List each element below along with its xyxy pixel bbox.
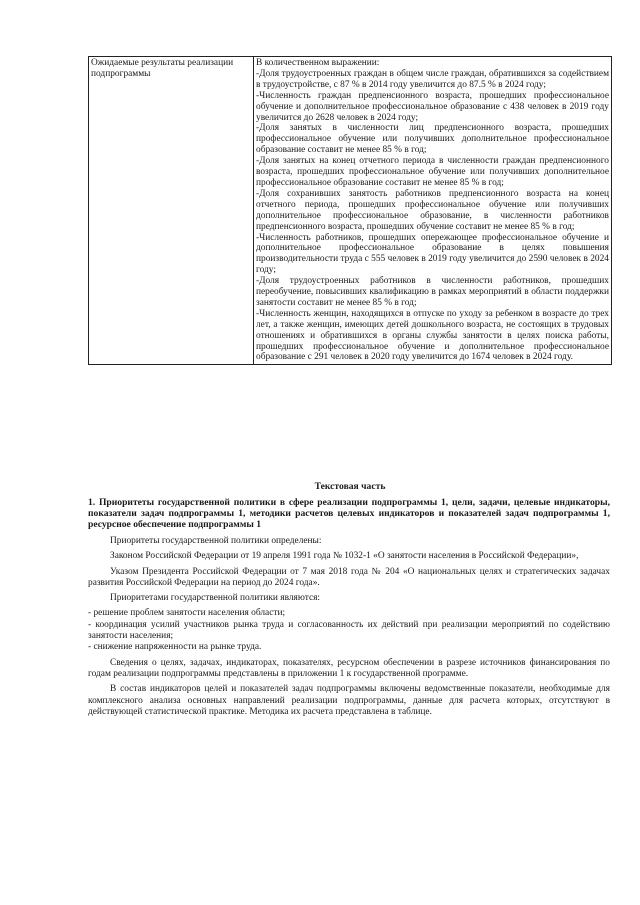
list-item: -Доля занятых в численности лиц предпенсионного возраста, прошедших профессиональное обучение или получивших дополнительное профессиональное образование составит не менее 85 % в год; bbox=[256, 123, 609, 156]
body-text bbox=[88, 536, 610, 722]
bullet-item: - снижение напряженности на рынке труда. bbox=[88, 642, 262, 653]
list-item: -Численность женщин, находящихся в отпуске по уходу за ребенком в возрасте до трех лет, а также женщин, имеющих детей дошкольного возраста, не состоящих в трудовых отношениях и обратившихся в органы службы занятости в целях поиска работы, прошедших профессиональное обучение и дополнительное профессиональное образование с 291 человек в 2020 году увеличится до 1674 человек в 2024 году. bbox=[256, 308, 609, 363]
table-row bbox=[89, 57, 612, 365]
section-heading: 1. Приоритеты государственной политики в сфере реализации подпрограммы 1, цели, задачи, целевые индикаторы, показатели задач подпрограммы 1, методики расчетов целевых индикаторов и показателей задач подпрограммы 1, ресурсное обеспечение подпрограммы 1 bbox=[88, 497, 610, 531]
paragraph: В состав индикаторов целей и показателей задач подпрограммы включены ведомственные показатели, необходимые для комплексного анализа основных направлений реализации подпрограммы, данные для расчета которых, отсутствуют в действующей статистической практике. Методика их расчета представлена в таблице. bbox=[88, 684, 610, 717]
list-item: -Численность граждан предпенсионного возраста, прошедших профессиональное обучение и дополнительное профессиональное образование с 438 человек в 2019 году увеличится до 2628 человек в 2024 году; bbox=[256, 90, 609, 123]
list-item: -Доля трудоустроенных работников в численности работников, прошедших переобучение, повысивших квалификацию в рамках мероприятий в области поддержки занятости составит не менее 85 % в год; bbox=[256, 276, 609, 308]
section-title: Текстовая часть bbox=[314, 481, 386, 492]
paragraph: Сведения о целях, задачах, индикаторах, показателях, ресурсном обеспечении в разрезе источников финансирования по годам реализации подпрограммы представлены в приложении 1 к государственной программе. bbox=[88, 657, 610, 679]
paragraph: Законом Российской Федерации от 19 апреля 1991 года № 1032-1 «О занятости населения в Российской Федерации», bbox=[110, 551, 579, 562]
bullet-item: - решение проблем занятости населения области; bbox=[88, 608, 286, 619]
results-intro: В количественном выражении: bbox=[256, 58, 380, 68]
paragraph: Приоритеты государственной политики определены: bbox=[110, 536, 322, 546]
paragraph: Приоритетами государственной политики являются: bbox=[110, 593, 321, 604]
paragraph: Указом Президента Российской Федерации от 7 мая 2018 года № 204 «О национальных целях и стратегических задачах развития Российской Федерации на период до 2024 года». bbox=[88, 566, 610, 588]
results-table bbox=[88, 56, 612, 365]
bullet-item: - координация усилий участников рынка труда и согласованность их действий при реализации мероприятий по содействию занятости населения; bbox=[88, 619, 610, 642]
list-item: -Доля сохранивших занятость работников предпенсионного возраста на конец отчетного периода, прошедших профессиональное обучение или получивших дополнительное профессиональное образование, в численности работников предпенсионного возраста, прошедших обучение составит не менее 85 % в год; bbox=[256, 188, 609, 232]
list-item: -Численность работников, прошедших опережающее профессиональное обучение и дополнительное профессиональное образование в целях повышения производительности труда с 555 человек в 2019 году увеличится до 2590 человек в 2024 году; bbox=[256, 232, 609, 276]
list-item: -Доля занятых на конец отчетного периода в численности граждан предпенсионного возраста, прошедших профессиональное обучение или получивших дополнительное профессиональное образование составит не менее 85 % в год; bbox=[256, 156, 609, 188]
results-content-cell bbox=[254, 57, 612, 365]
list-item: -Доля трудоустроенных граждан в общем числе граждан, обратившихся за содействием в трудоустройстве, с 87 % в 2014 году увеличится до 87.5 % в 2024 году; bbox=[256, 68, 609, 90]
results-label-cell: Ожидаемые результаты реализации подпрограммы bbox=[89, 57, 254, 365]
